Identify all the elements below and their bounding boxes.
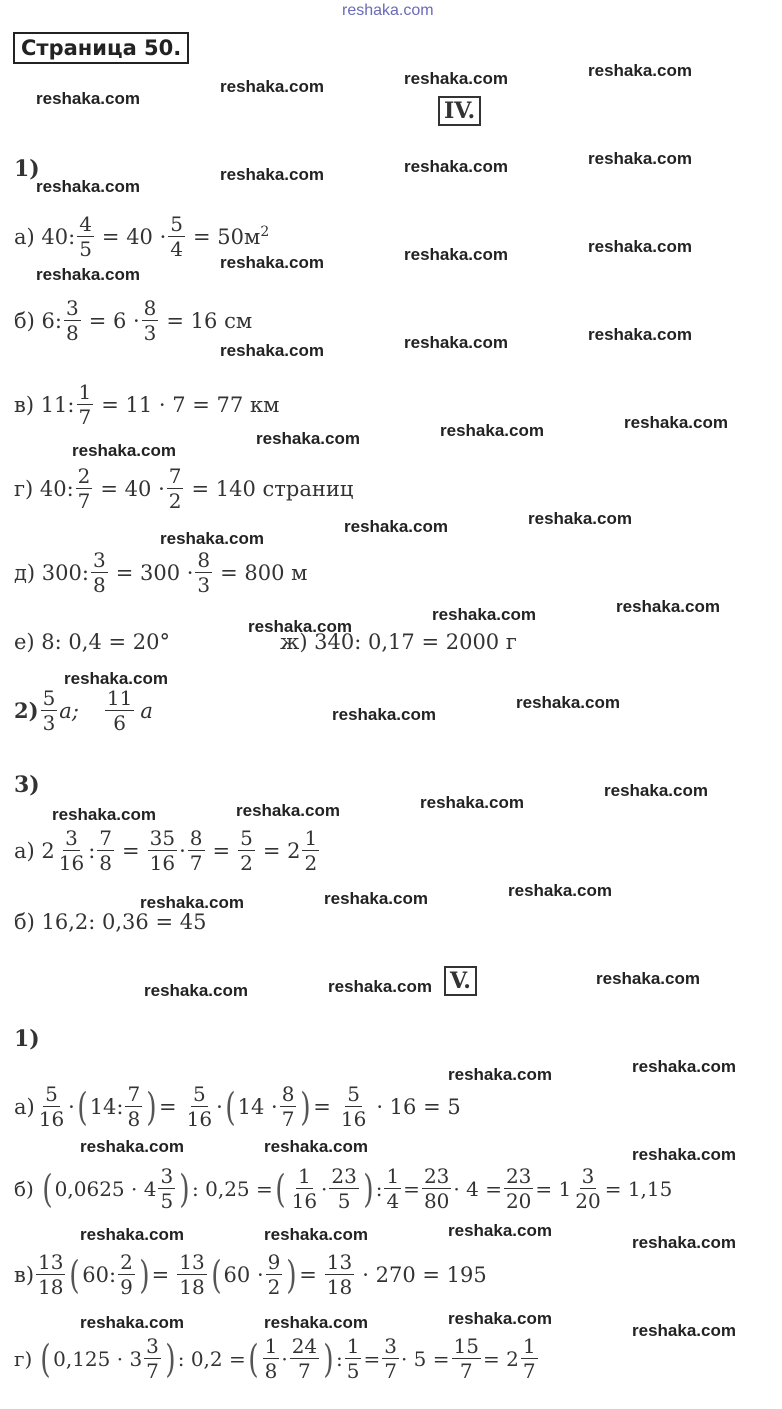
equation-4-3a: а) 2 $\frac{3}{16}$ : $\frac{7}{8}$ = $\frac{35}{16}$ · $\frac{8}{7}$ = $\frac{5}{2}$ = 2 $\frac{1}{2}$: [14, 826, 318, 875]
section-label-iv: IV.: [438, 96, 481, 126]
equation-4-1b: б) 6: $\frac{3}{8}$ = 6 · $\frac{8}{3}$ = 16 см: [14, 296, 253, 345]
watermark: reshaka.com: [588, 325, 692, 344]
section-label-v: V.: [444, 966, 477, 996]
watermark: reshaka.com: [448, 1309, 552, 1328]
watermark: reshaka.com: [64, 669, 168, 688]
watermark: reshaka.com: [528, 509, 632, 528]
watermark: reshaka.com: [160, 529, 264, 548]
watermark: reshaka.com: [264, 1225, 368, 1244]
watermark: reshaka.com: [36, 89, 140, 108]
watermark: reshaka.com: [52, 805, 156, 824]
watermark: reshaka.com: [36, 265, 140, 284]
watermark: reshaka.com: [440, 421, 544, 440]
watermark: reshaka.com: [404, 245, 508, 264]
watermark: reshaka.com: [596, 969, 700, 988]
watermark: reshaka.com: [632, 1145, 736, 1164]
watermark: reshaka.com: [36, 177, 140, 196]
watermark: reshaka.com: [508, 881, 612, 900]
watermark: reshaka.com: [72, 441, 176, 460]
watermark: reshaka.com: [588, 237, 692, 256]
watermark: reshaka.com: [256, 429, 360, 448]
equation-4-1e: е) 8: 0,4 = 20°: [14, 630, 170, 654]
watermark: reshaka.com: [344, 517, 448, 536]
watermark: reshaka.com: [220, 253, 324, 272]
equation-5-1g: г) ( 0,125 · 3 $\frac{3}{7}$ ) : 0,2 = ( $\frac{1}{8}$ · $\frac{24}{7}$ ) : $\frac{1}{5}$ = $\frac{3}{7}$ · 5 = $\frac{15}{7}$ = 2 $\frac{1}{7}$: [14, 1334, 536, 1383]
equation-5-1a: а) $\frac{5}{16}$ · ( 14: $\frac{7}{8}$ ) = $\frac{5}{16}$ · ( 14 · $\frac{8}{7}$ ) = $\frac{5}{16}$ · 16 = 5: [14, 1082, 461, 1131]
watermark: reshaka.com: [220, 341, 324, 360]
task-number: 3): [14, 772, 40, 798]
watermark: reshaka.com: [324, 889, 428, 908]
watermark: reshaka.com: [248, 617, 352, 636]
page-title: Страница 50.: [13, 32, 189, 64]
watermark: reshaka.com: [140, 893, 244, 912]
watermark: reshaka.com: [616, 597, 720, 616]
watermark: reshaka.com: [588, 61, 692, 80]
watermark: reshaka.com: [236, 801, 340, 820]
task-number: 1): [14, 156, 40, 182]
equation-4-1d: д) 300: $\frac{3}{8}$ = 300 · $\frac{8}{3}$ = 800 м: [14, 548, 308, 597]
watermark: reshaka.com: [404, 333, 508, 352]
watermark: reshaka.com: [220, 165, 324, 184]
watermark: reshaka.com: [80, 1137, 184, 1156]
watermark: reshaka.com: [80, 1313, 184, 1332]
watermark: reshaka.com: [144, 981, 248, 1000]
watermark: reshaka.com: [632, 1233, 736, 1252]
watermark: reshaka.com: [588, 149, 692, 168]
equation-4-1v: в) 11: $\frac{1}{7}$ = 11 · 7 = 77 км: [14, 380, 280, 429]
watermark: reshaka.com: [448, 1065, 552, 1084]
watermark-top: reshaka.com: [342, 2, 434, 19]
watermark: reshaka.com: [604, 781, 708, 800]
equation-4-2: 2) $\frac{5}{3}$ a; $\frac{11}{6}$ a: [14, 686, 153, 735]
equation-4-3b: б) 16,2: 0,36 = 45: [14, 910, 207, 934]
watermark: reshaka.com: [332, 705, 436, 724]
equation-4-1g: г) 40: $\frac{2}{7}$ = 40 · $\frac{7}{2}$ = 140 страниц: [14, 464, 354, 513]
watermark: reshaka.com: [420, 793, 524, 812]
watermark: reshaka.com: [448, 1221, 552, 1240]
watermark: reshaka.com: [264, 1313, 368, 1332]
equation-4-1a: а) 40: $\frac{4}{5}$ = 40 · $\frac{5}{4}$ = 50м $^2$: [14, 212, 270, 261]
watermark: reshaka.com: [80, 1225, 184, 1244]
watermark: reshaka.com: [328, 977, 432, 996]
watermark: reshaka.com: [516, 693, 620, 712]
watermark: reshaka.com: [264, 1137, 368, 1156]
watermark: reshaka.com: [404, 69, 508, 88]
equation-5-1b: б) ( 0,0625 · 4 $\frac{3}{5}$ ) : 0,25 = ( $\frac{1}{16}$ · $\frac{23}{5}$ ) : $\frac{1}{4}$ = $\frac{23}{80}$ · 4 = $\frac{23}{20}$ = 1 $\frac{3}{20}$ = 1,15: [14, 1164, 673, 1213]
watermark: reshaka.com: [632, 1321, 736, 1340]
watermark: reshaka.com: [624, 413, 728, 432]
watermark: reshaka.com: [220, 77, 324, 96]
watermark: reshaka.com: [432, 605, 536, 624]
equation-4-1zh: ж) 340: 0,17 = 2000 г: [280, 630, 517, 654]
task-number: 1): [14, 1026, 40, 1052]
equation-5-1v: в) $\frac{13}{18}$ ( 60: $\frac{2}{9}$ ) = $\frac{13}{18}$ ( 60 · $\frac{9}{2}$ ) = $\frac{13}{18}$ · 270 = 195: [14, 1250, 487, 1299]
watermark: reshaka.com: [404, 157, 508, 176]
watermark: reshaka.com: [632, 1057, 736, 1076]
